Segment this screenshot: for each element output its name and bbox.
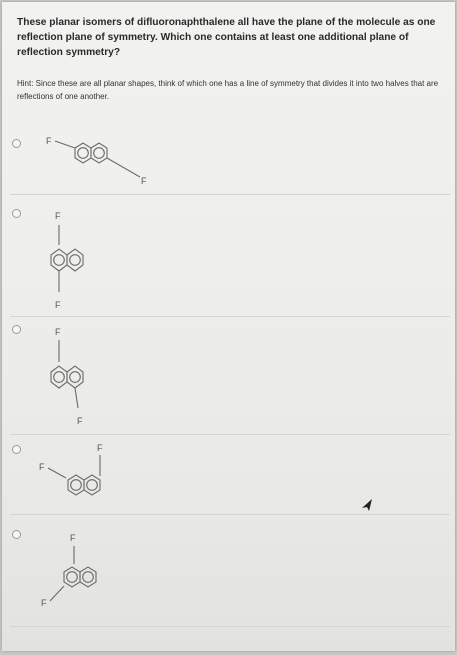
mouse-pointer-icon: [362, 499, 374, 513]
option-a-label-2: F: [141, 176, 147, 186]
divider: [10, 626, 450, 627]
divider: [10, 316, 450, 317]
option-e-structure: [22, 524, 142, 614]
option-a-label-1: F: [46, 136, 52, 146]
option-a-structure: [22, 130, 162, 190]
divider: [10, 434, 450, 435]
option-d-structure: [22, 438, 142, 508]
option-d-label-2: F: [97, 443, 103, 453]
option-b-label-1: F: [55, 211, 61, 221]
option-b-radio[interactable]: [12, 209, 21, 218]
question-card: [2, 2, 455, 651]
option-c-label-1: F: [55, 327, 61, 337]
divider: [10, 194, 450, 195]
option-c-radio[interactable]: [12, 325, 21, 334]
divider: [10, 514, 450, 515]
question-text: These planar isomers of difluoronaphthalene all have the plane of the molecule as one reflection plane of symmetry. Which one contains at least one additional plane of reflection symmetry?: [17, 17, 436, 58]
option-d-label-1: F: [39, 462, 45, 472]
option-a-radio[interactable]: [12, 139, 21, 148]
option-d-radio[interactable]: [12, 445, 21, 454]
question-hint: Hint: Since these are all planar shapes, think of which one has a line of symmetry that divides it into two halves that are reflections of one another.: [17, 79, 439, 101]
option-e-radio[interactable]: [12, 530, 21, 539]
option-e-label-1: F: [70, 533, 76, 543]
option-c-label-2: F: [77, 416, 83, 426]
option-b-structure: [22, 202, 142, 312]
option-b-label-2: F: [55, 300, 61, 310]
option-c-structure: [22, 320, 142, 430]
option-e-label-2: F: [41, 598, 47, 608]
